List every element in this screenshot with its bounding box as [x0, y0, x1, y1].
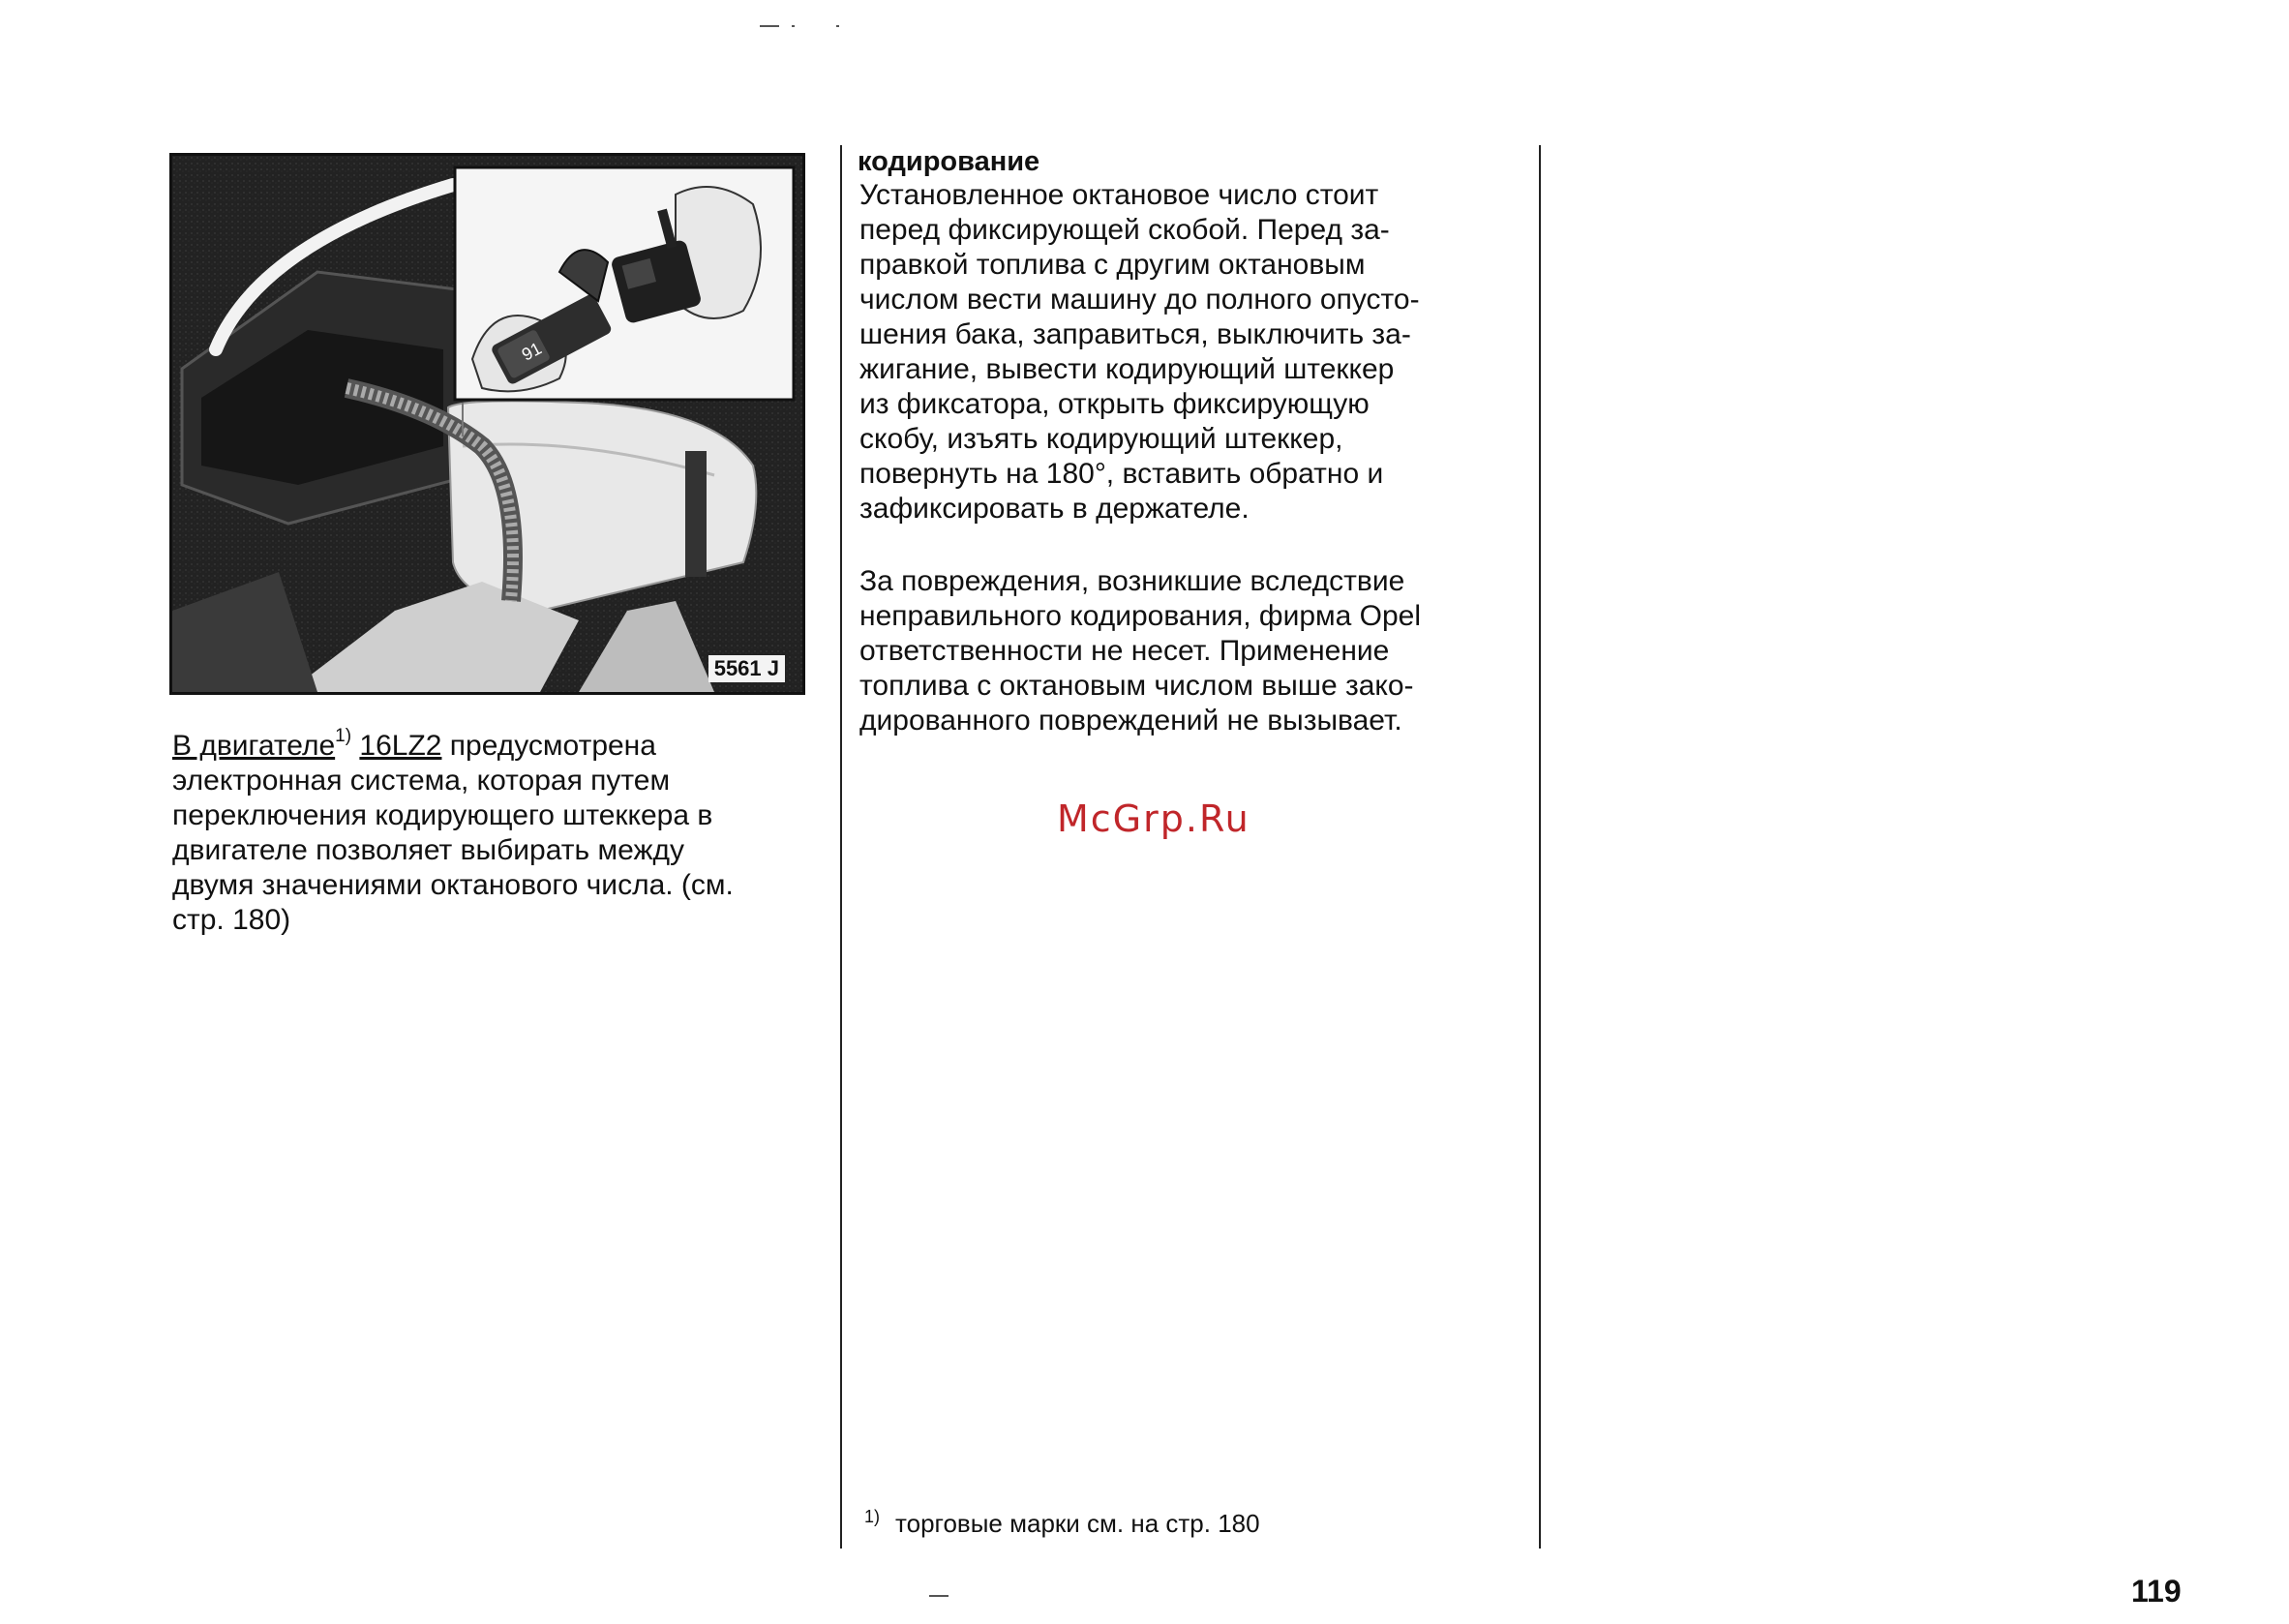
footnote-text: торговые марки см. на стр. 180 [895, 1509, 1260, 1538]
footnote-marker: 1) [864, 1507, 881, 1526]
scan-speck [836, 25, 839, 27]
page-number: 119 [2131, 1574, 2182, 1609]
left-line-1: электронная система, которая путем [172, 765, 671, 797]
footnote-ref: 1) [335, 726, 352, 746]
liability-paragraph: За повреждения, возникшие вследствие неправильного кодирования, фирма Opel ответственности не несет. Применение топлива с октановым числом выше зако- дированного повреждений не вызывает. [859, 565, 1422, 737]
coding-instructions-paragraph: Установленное октановое число стоит перед фиксирующей скобой. Перед за- правкой топлива с другим октановым числом вести машину до полного опусто- шения бака, заправиться, выключить за- жигание, вывести кодирующий штеккер из фиксатора, открыть фиксирующую скобу, изъять кодирующий штеккер, повернуть на 180°, вставить обратно и зафиксировать в держателе. [859, 179, 1420, 525]
engine-intro-rest: предусмотрена [441, 730, 656, 762]
watermark: McGrp.Ru [1057, 797, 1250, 840]
column-divider-left [840, 145, 842, 1549]
scan-speck [929, 1595, 949, 1597]
connector-label: 91 [518, 338, 545, 365]
engine-intro-text: В двигателе [172, 730, 336, 762]
engine-bay-photo [169, 153, 805, 695]
column-divider-right [1539, 145, 1541, 1549]
scan-speck [792, 25, 795, 27]
figure-code: 5561 J [708, 655, 785, 682]
left-paragraph [172, 726, 734, 938]
left-line-4: двумя значениями октанового числа. (см. [172, 869, 734, 901]
section-title: кодирование [858, 146, 1040, 177]
left-line-3: двигателе позволяет выбирать между [172, 834, 685, 866]
engine-bay-illustration [172, 156, 802, 692]
left-line-2: переключения кодирующего штеккера в [172, 799, 713, 831]
engine-model: 16LZ2 [359, 730, 442, 762]
footnote [864, 1507, 1260, 1539]
left-line-5: стр. 180) [172, 904, 291, 936]
scan-speck [760, 25, 779, 27]
